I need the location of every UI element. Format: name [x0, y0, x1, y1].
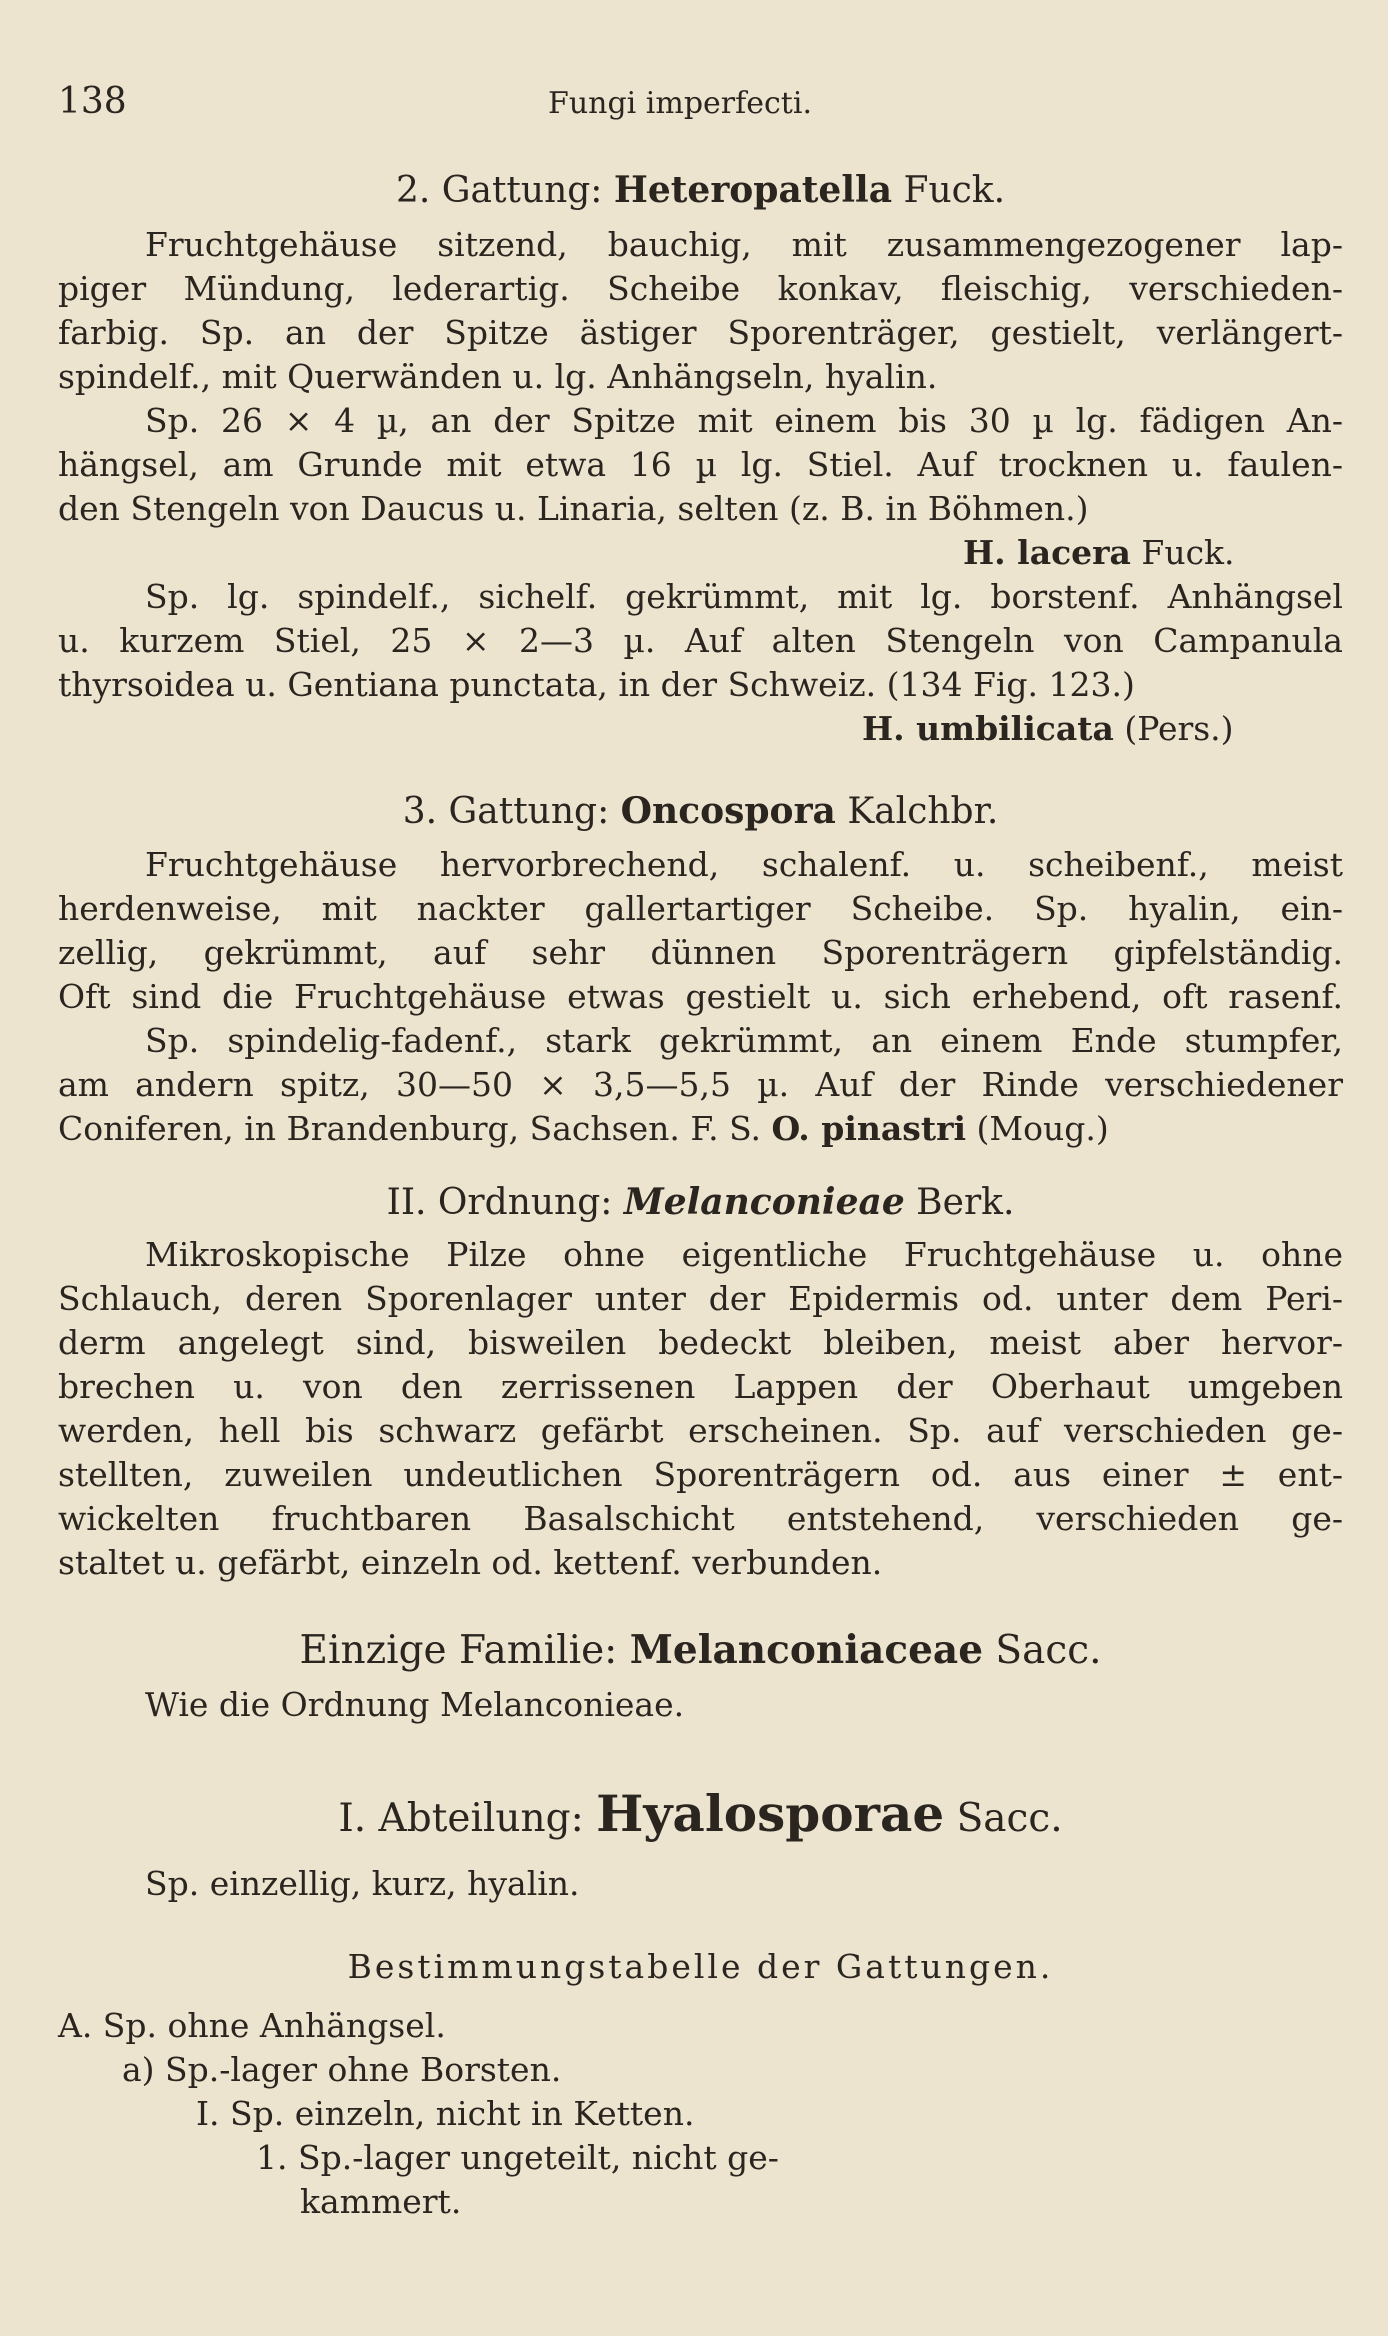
heading-author: Kalchbr. [835, 791, 999, 832]
key-title: Bestimmungstabelle der Gattungen. [347, 1947, 1054, 1986]
text-line: Mikroskopische Pilze ohne eigentliche Fruchtgehäuse u. ohne [145, 1235, 1343, 1274]
genus-name: Heteropatella [613, 169, 893, 211]
text-line: u. kurzem Stiel, 25 × 2—3 µ. Auf alten Stengeln von Campanula [58, 621, 1343, 660]
text-line: Sp. einzellig, kurz, hyalin. [145, 1864, 580, 1903]
order-name: Melanconieae [623, 1181, 905, 1223]
key-item: a) Sp.-lager ohne Borsten. [122, 2050, 562, 2089]
text-line: am andern spitz, 30—50 × 3,5—5,5 µ. Auf der Rinde verschiedener [58, 1065, 1343, 1104]
text-line: Sp. spindelig-fadenf., stark gekrümmt, an einem Ende stumpfer, [145, 1021, 1343, 1060]
genus-heading-heteropatella [58, 168, 1343, 213]
text-line: piger Mündung, lederartig. Scheibe konkav, fleischig, verschieden- [58, 269, 1343, 308]
species-name [963, 531, 1235, 575]
text-line: werden, hell bis schwarz gefärbt erscheinen. Sp. auf verschieden ge- [58, 1411, 1343, 1450]
key-item: I. Sp. einzeln, nicht in Ketten. [196, 2094, 695, 2133]
text-line: Fruchtgehäuse sitzend, bauchig, mit zusammengezogener lap- [145, 225, 1343, 264]
species-author: (Moug.) [966, 1109, 1109, 1148]
text-line: stellten, zuweilen undeutlichen Sporenträgern od. aus einer ± ent- [58, 1455, 1343, 1494]
genus-heading-oncospora [58, 789, 1343, 834]
page-number: 138 [58, 81, 127, 122]
species-name-text: O. pinastri [771, 1109, 967, 1148]
text-line: farbig. Sp. an der Spitze ästiger Sporenträger, gestielt, verlängert- [58, 313, 1343, 352]
text-line: Oft sind die Fruchtgehäuse etwas gestielt u. sich erhebend, oft rasenf. [58, 977, 1343, 1016]
species-author: (Pers.) [1113, 709, 1234, 748]
text-line: Sp. lg. spindelf., sichelf. gekrümmt, mit lg. borstenf. Anhängsel [145, 577, 1343, 616]
text-line: zellig, gekrümmt, auf sehr dünnen Sporenträgern gipfelständig. [58, 933, 1343, 972]
text-line: Schlauch, deren Sporenlager unter der Epidermis od. unter dem Peri- [58, 1279, 1343, 1318]
heading-prefix: Einzige Familie: [299, 1628, 630, 1673]
text-fragment: Coniferen, in Brandenburg, Sachsen. F. S. [58, 1109, 772, 1148]
heading-prefix: 3. Gattung: [402, 791, 621, 832]
species-name [862, 707, 1234, 751]
species-author: Fuck. [1130, 533, 1235, 572]
heading-author: Sacc. [944, 1796, 1063, 1841]
text-line: wickelten fruchtbaren Basalschicht entstehend, verschieden ge- [58, 1499, 1343, 1538]
heading-author: Berk. [904, 1182, 1015, 1223]
key-item: A. Sp. ohne Anhängsel. [58, 2006, 446, 2045]
heading-author: Sacc. [983, 1628, 1102, 1673]
heading-prefix: II. Ordnung: [386, 1182, 624, 1223]
heading-author: Fuck. [892, 170, 1006, 211]
family-heading [58, 1628, 1343, 1673]
text-line: derm angelegt sind, bisweilen bedeckt bleiben, meist aber hervor- [58, 1323, 1343, 1362]
text-line: hängsel, am Grunde mit etwa 16 µ lg. Stiel. Auf trocknen u. faulen- [58, 445, 1343, 484]
text-line: herdenweise, mit nackter gallertartiger Scheibe. Sp. hyalin, ein- [58, 889, 1343, 928]
order-heading-melanconieae [58, 1180, 1343, 1225]
division-name: Hyalosporae [596, 1784, 945, 1843]
family-name: Melanconiaceae [629, 1627, 984, 1673]
species-name-text: H. umbilicata [862, 709, 1114, 748]
text-line: brechen u. von den zerrissenen Lappen der Oberhaut umgeben [58, 1367, 1343, 1406]
division-heading [58, 1785, 1343, 1848]
text-line [58, 1107, 1109, 1151]
text-line: spindelf., mit Querwänden u. lg. Anhängseln, hyalin. [58, 357, 938, 396]
heading-prefix: I. Abteilung: [338, 1796, 597, 1841]
key-item: 1. Sp.-lager ungeteilt, nicht ge- [256, 2138, 779, 2177]
running-title: Fungi imperfecti. [548, 86, 812, 121]
genus-name: Oncospora [620, 790, 836, 832]
text-line: Wie die Ordnung Melanconieae. [145, 1685, 685, 1724]
text-line: den Stengeln von Daucus u. Linaria, selten (z. B. in Böhmen.) [58, 489, 1089, 528]
text-line: staltet u. gefärbt, einzeln od. kettenf. verbunden. [58, 1543, 883, 1582]
text-line: thyrsoidea u. Gentiana punctata, in der Schweiz. (134 Fig. 123.) [58, 665, 1135, 704]
text-line: Fruchtgehäuse hervorbrechend, schalenf. u. scheibenf., meist [145, 845, 1343, 884]
species-name-text: H. lacera [963, 533, 1131, 572]
heading-prefix: 2. Gattung: [395, 170, 614, 211]
text-line: Sp. 26 × 4 µ, an der Spitze mit einem bis 30 µ lg. fädigen An- [145, 401, 1343, 440]
key-item: kammert. [300, 2182, 462, 2221]
